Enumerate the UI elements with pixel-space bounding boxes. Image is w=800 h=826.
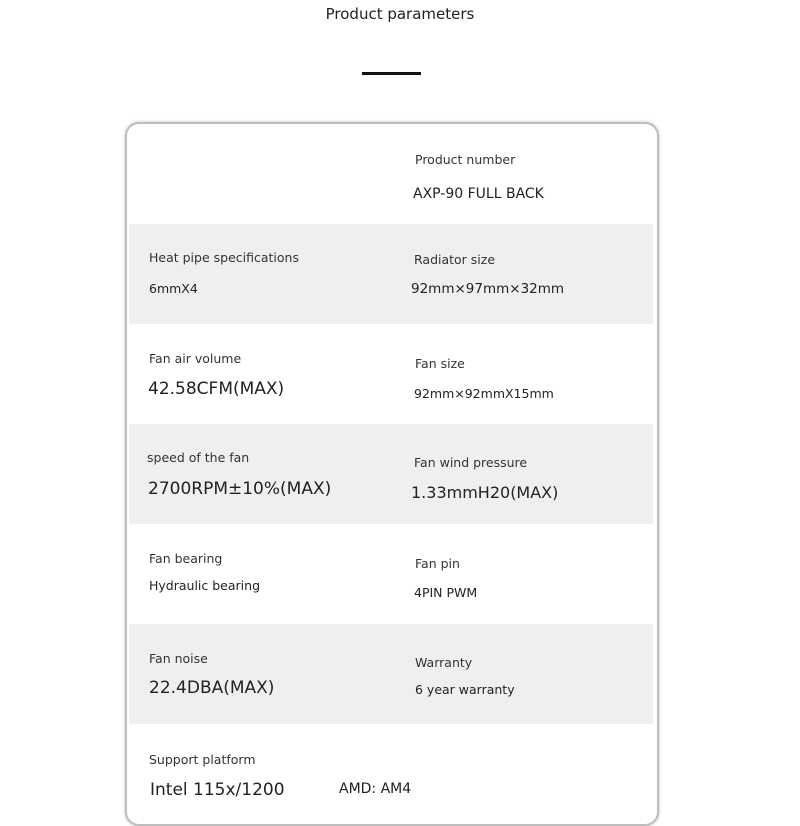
param-label: Radiator size: [414, 252, 496, 267]
param-value: Intel 115x/1200: [150, 780, 285, 800]
param-value: AXP-90 FULL BACK: [413, 186, 544, 202]
param-value: 6 year warranty: [415, 682, 515, 697]
param-label: Fan bearing: [149, 551, 223, 566]
param-value: 6mmX4: [149, 281, 198, 296]
param-value: 42.58CFM(MAX): [148, 379, 285, 399]
param-row: [129, 424, 653, 524]
param-value: 92mm×92mmX15mm: [414, 386, 554, 401]
param-label: speed of the fan: [147, 450, 250, 465]
param-label: Fan wind pressure: [414, 455, 528, 470]
param-label: Support platform: [149, 752, 256, 767]
parameters-card: [125, 122, 659, 826]
param-value: 92mm×97mm×32mm: [411, 281, 565, 297]
param-value: Hydraulic bearing: [149, 578, 260, 593]
page-title: Product parameters: [325, 5, 475, 23]
param-value: 2700RPM±10%(MAX): [148, 479, 332, 499]
param-row-support-platform: [129, 724, 653, 824]
param-label: Warranty: [415, 655, 473, 670]
param-label: Fan size: [415, 356, 465, 371]
param-label: Fan noise: [149, 651, 208, 666]
title-divider: [362, 72, 421, 75]
param-row: [129, 324, 653, 424]
param-label: Fan pin: [415, 556, 460, 571]
param-value: 22.4DBA(MAX): [149, 678, 275, 698]
param-row: [129, 524, 653, 624]
param-value-amd: AMD: AM4: [339, 781, 412, 797]
param-label: Fan air volume: [149, 351, 242, 366]
param-value: 4PIN PWM: [414, 585, 478, 600]
param-row-product-number: [129, 124, 653, 224]
param-row: [129, 224, 653, 324]
param-row: [129, 624, 653, 724]
param-label: Product number: [415, 152, 516, 167]
param-label: Heat pipe specifications: [149, 250, 299, 265]
param-value: 1.33mmH20(MAX): [411, 483, 559, 502]
